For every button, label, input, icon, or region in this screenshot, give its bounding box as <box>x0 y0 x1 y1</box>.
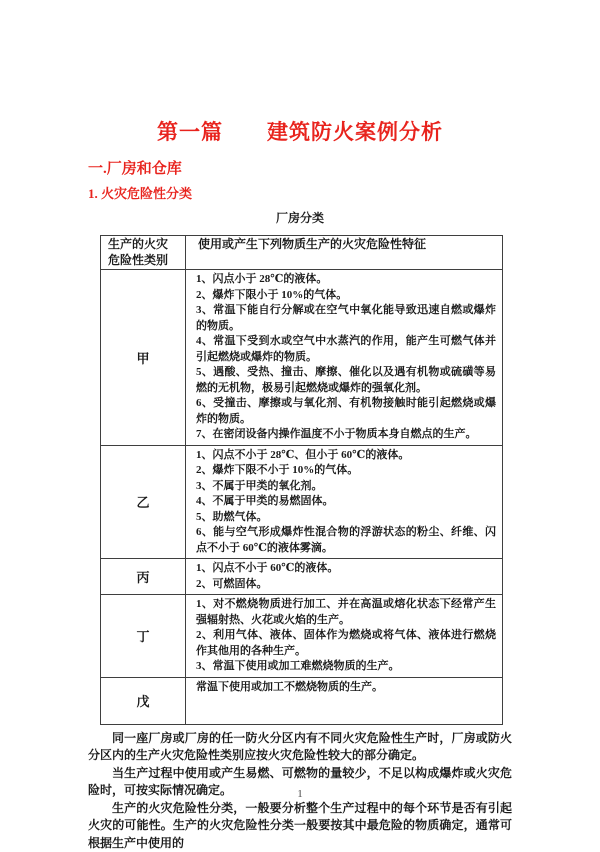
feature-item: 6、能与空气形成爆炸性混合物的浮游状态的粉尘、纤维、闪点不小于 60℃的液体雾滴。 <box>196 525 496 556</box>
feature-item: 常温下使用或加工不燃烧物质的生产。 <box>196 680 496 696</box>
table-row <box>101 677 503 724</box>
feature-item: 2、利用气体、液体、固体作为燃烧或将气体、液体进行燃烧作其他用的各种生产。 <box>196 628 496 659</box>
subsection-heading: 1. 火灾危险性分类 <box>88 185 512 203</box>
table-header-features: 使用或产生下列物质生产的火灾危险性特征 <box>186 236 503 270</box>
table-row <box>101 559 503 595</box>
feature-item: 3、常温下使用或加工难燃烧物质的生产。 <box>196 659 496 675</box>
features-cell <box>186 270 503 446</box>
document-title: 第一篇 建筑防火案例分析 <box>0 0 600 146</box>
feature-list <box>196 561 496 592</box>
body-paragraph: 生产的火灾危险性分类，一般要分析整个生产过程中的每个环节是否有引起火灾的可能性。生产的火灾危险性分类一般要按其中最危险的物质确定，通常可根据生产中使用的 <box>88 800 512 852</box>
feature-list <box>196 680 496 696</box>
feature-item: 7、在密闭设备内操作温度不小于物质本身自燃点的生产。 <box>196 427 496 443</box>
body-paragraph: 当生产过程中使用或产生易燃、可燃物的量较少，不足以构成爆炸或火灾危险时，可按实际情况确定。 <box>88 765 512 800</box>
feature-item: 6、受撞击、摩擦或与氧化剂、有机物接触时能引起燃烧或爆炸的物质。 <box>196 396 496 427</box>
feature-item: 3、常温下能自行分解或在空气中氧化能导致迅速自燃或爆炸的物质。 <box>196 303 496 334</box>
page-number: 1 <box>0 788 600 800</box>
features-cell <box>186 445 503 559</box>
table-header-category <box>101 236 186 270</box>
feature-item: 2、可燃固体。 <box>196 577 496 593</box>
body-paragraph: 同一座厂房或厂房的任一防火分区内有不同火灾危险性生产时，厂房或防火分区内的生产火灾危险性类别应按火灾危险性较大的部分确定。 <box>88 730 512 765</box>
feature-item: 1、对不燃烧物质进行加工、并在高温或熔化状态下经常产生强辐射热、火花或火焰的生产。 <box>196 597 496 628</box>
feature-list <box>196 448 496 557</box>
features-cell <box>186 677 503 724</box>
feature-item: 1、闪点不小于 28℃、但小于 60℃的液体。 <box>196 448 496 464</box>
table-caption: 厂房分类 <box>0 210 600 226</box>
feature-item: 4、常温下受到水或空气中水蒸汽的作用，能产生可燃气体并引起燃烧或爆炸的物质。 <box>196 334 496 365</box>
table-row <box>101 445 503 559</box>
feature-item: 4、不属于甲类的易燃固体。 <box>196 494 496 510</box>
table-header-row <box>101 236 503 270</box>
feature-item: 5、遇酸、受热、撞击、摩擦、催化以及遇有机物或硫磺等易燃的无机物，极易引起燃烧或爆炸的强氧化剂。 <box>196 365 496 396</box>
feature-item: 3、不属于甲类的氧化剂。 <box>196 479 496 495</box>
category-cell: 丁 <box>101 595 186 678</box>
table-row <box>101 595 503 678</box>
feature-item: 2、爆炸下限不小于 10%的气体。 <box>196 463 496 479</box>
features-cell <box>186 595 503 678</box>
feature-item: 1、闪点不小于 60℃的液体。 <box>196 561 496 577</box>
classification-table <box>100 235 503 725</box>
feature-list <box>196 597 496 675</box>
category-cell: 乙 <box>101 445 186 559</box>
table-body <box>101 270 503 725</box>
table-header-category-line2: 危险性类别 <box>108 253 179 269</box>
section-heading: 一.厂房和仓库 <box>88 159 512 179</box>
category-cell: 丙 <box>101 559 186 595</box>
feature-item: 5、助燃气体。 <box>196 510 496 526</box>
feature-item: 2、爆炸下限小于 10%的气体。 <box>196 288 496 304</box>
category-cell: 甲 <box>101 270 186 446</box>
table-row <box>101 270 503 446</box>
feature-list <box>196 272 496 443</box>
features-cell <box>186 559 503 595</box>
table-header-category-line1: 生产的火灾 <box>108 237 179 253</box>
category-cell: 戊 <box>101 677 186 724</box>
feature-item: 1、闪点小于 28℃的液体。 <box>196 272 496 288</box>
